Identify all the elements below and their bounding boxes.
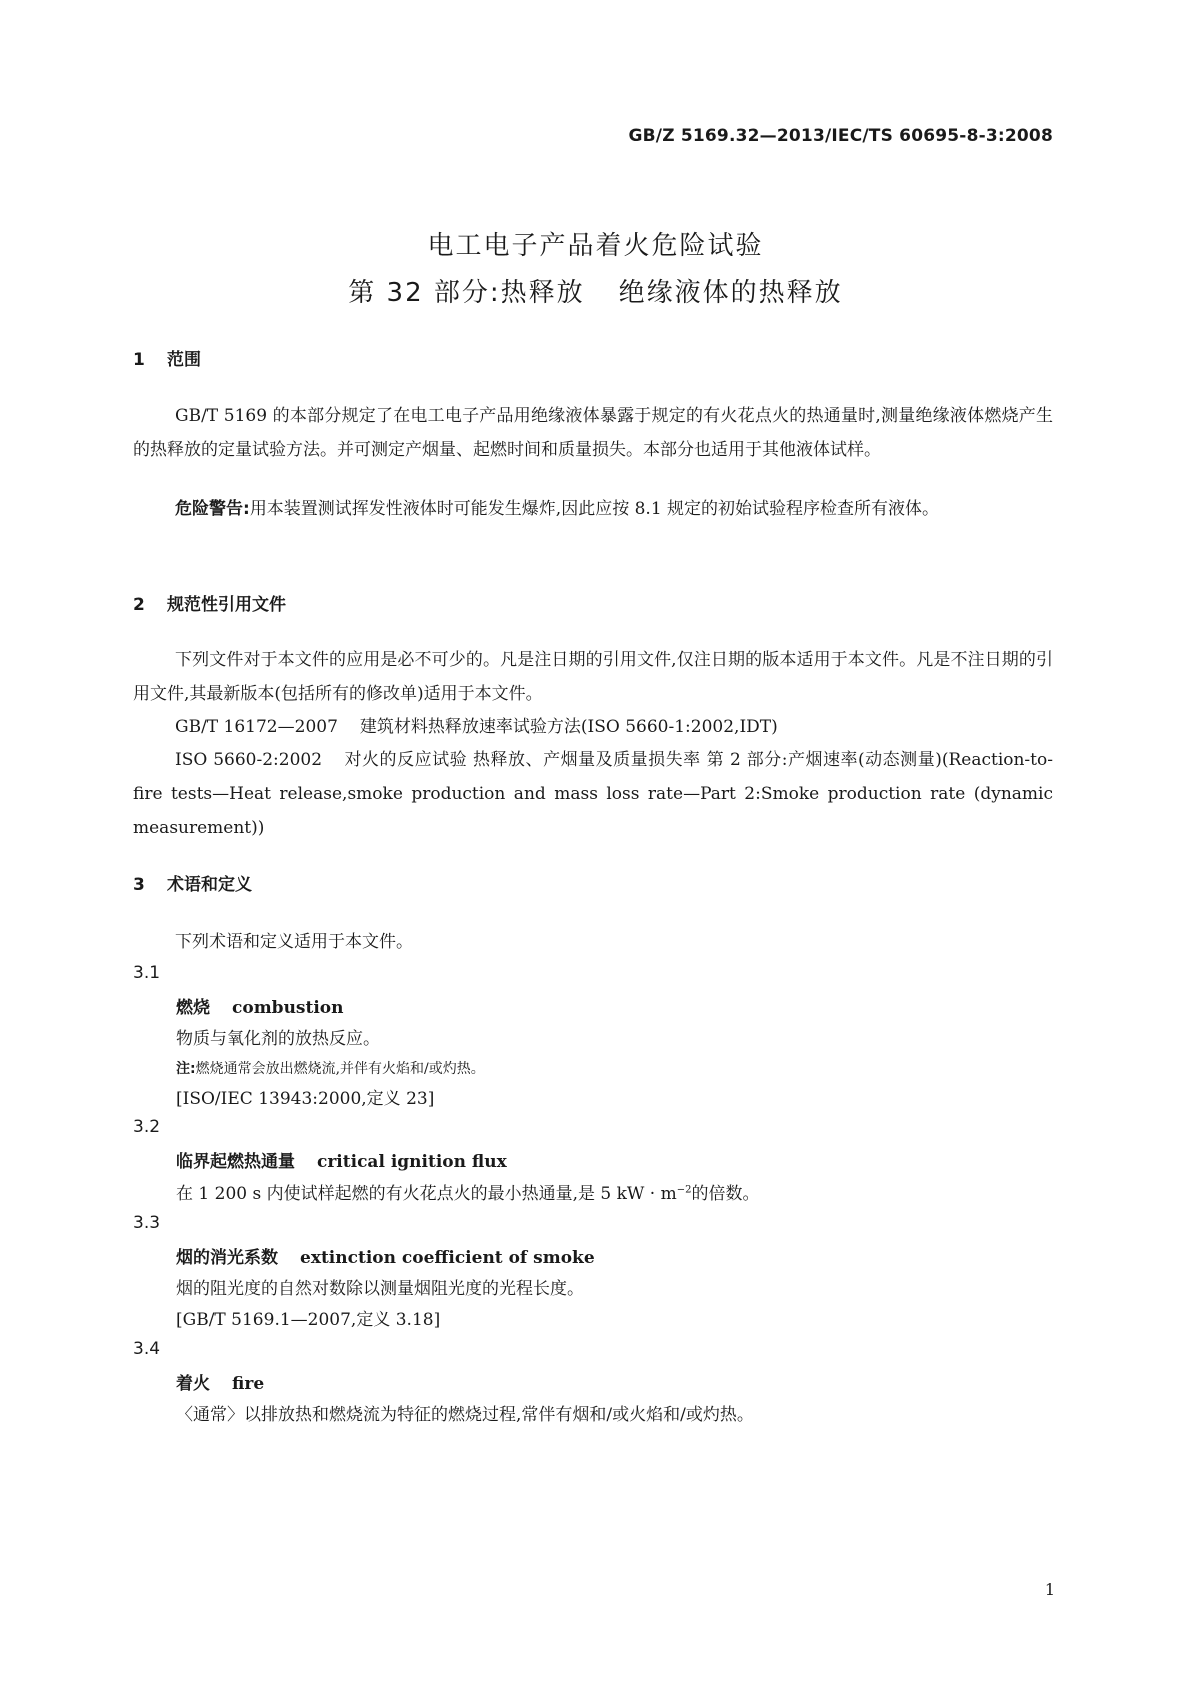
section-3-heading [133, 870, 252, 895]
section-title: 规范性引用文件 [167, 595, 286, 615]
term-heading [176, 1369, 264, 1394]
document-title-line2 [0, 272, 1191, 309]
section-title: 术语和定义 [167, 875, 252, 895]
document-title-line1: 电工电子产品着火危险试验 [427, 231, 764, 261]
term-note [176, 1058, 485, 1078]
unit-exponent: −2 [676, 1184, 692, 1196]
term-zh: 燃烧 [176, 998, 210, 1018]
section-2-heading [133, 590, 286, 615]
section-number: 3 [133, 875, 145, 895]
warning-label: 危险警告: [175, 499, 250, 519]
term-source: [GB/T 5169.1—2007,定义 3.18] [176, 1310, 441, 1330]
term-definition: 〈通常〉以排放热和燃烧流为特征的燃烧过程,常伴有烟和/或火焰和/或灼热。 [176, 1405, 754, 1425]
danger-warning [133, 492, 1053, 526]
term-en: fire [232, 1374, 265, 1394]
note-text: 燃烧通常会放出燃烧流,并伴有火焰和/或灼热。 [195, 1061, 485, 1077]
term-en: extinction coefficient of smoke [300, 1248, 595, 1268]
term-heading [176, 1147, 507, 1172]
term-heading [176, 993, 344, 1018]
reference-item [133, 743, 1053, 845]
term-en: critical ignition flux [317, 1152, 507, 1172]
term-definition: 物质与氧化剂的放热反应。 [176, 1029, 380, 1049]
term-heading [176, 1243, 595, 1268]
section-number: 2 [133, 595, 145, 615]
reference-title: 建筑材料热释放速率试验方法(ISO 5660-1:2002,IDT) [359, 717, 778, 737]
term-zh: 烟的消光系数 [176, 1248, 278, 1268]
term-zh: 临界起燃热通量 [176, 1152, 295, 1172]
reference-title: 对火的反应试验 热释放、产烟量及质量损失率 第 2 部分:产烟速率(动态测量)(Reaction-to-fire tests—Heat release,smoke production and mass loss rate—Part 2:Smoke production rate (dynamic measurement)) [133, 750, 1053, 838]
term-source: [ISO/IEC 13943:2000,定义 23] [176, 1089, 435, 1109]
term-en: combustion [232, 998, 344, 1018]
clause-number: 3.2 [133, 1117, 161, 1137]
reference-code: ISO 5660-2:2002 [175, 750, 323, 770]
scope-paragraph: GB/T 5169 的本部分规定了在电工电子产品用绝缘液体暴露于规定的有火花点火的热通量时,测量绝缘液体燃烧产生的热释放的定量试验方法。并可测定产烟量、起燃时间和质量损失。本部分也适用于其他液体试样。 [133, 406, 1053, 460]
terms-intro: 下列术语和定义适用于本文件。 [175, 932, 413, 952]
section-title: 范围 [167, 350, 201, 370]
section-number: 1 [133, 350, 145, 370]
definition-text: 在 1 200 s 内使试样起燃的有火花点火的最小热通量,是 5 kW · m [176, 1184, 677, 1204]
clause-number: 3.3 [133, 1213, 161, 1233]
clause-number: 3.4 [133, 1339, 161, 1359]
term-definition: 烟的阻光度的自然对数除以测量烟阻光度的光程长度。 [176, 1279, 584, 1299]
term-definition [176, 1179, 760, 1204]
definition-text-end: 的倍数。 [691, 1184, 760, 1204]
warning-text: 用本装置测试挥发性液体时可能发生爆炸,因此应按 8.1 规定的初始试验程序检查所有液体。 [249, 499, 940, 519]
normative-refs-intro: 下列文件对于本文件的应用是必不可少的。凡是注日期的引用文件,仅注日期的版本适用于本文件。凡是不注日期的引用文件,其最新版本(包括所有的修改单)适用于本文件。 [133, 650, 1053, 704]
title-part-label: 第 32 部分:热释放 [348, 278, 585, 308]
title-part-subject: 绝缘液体的热释放 [618, 278, 843, 308]
term-zh: 着火 [176, 1374, 210, 1394]
reference-code: GB/T 16172—2007 [175, 717, 338, 737]
standard-code: GB/Z 5169.32—2013/IEC/TS 60695-8-3:2008 [628, 126, 1053, 146]
section-1-heading [133, 345, 201, 370]
clause-number: 3.1 [133, 963, 161, 983]
reference-item [133, 710, 1053, 744]
note-label: 注: [176, 1061, 196, 1077]
page-number: 1 [1044, 1580, 1055, 1599]
